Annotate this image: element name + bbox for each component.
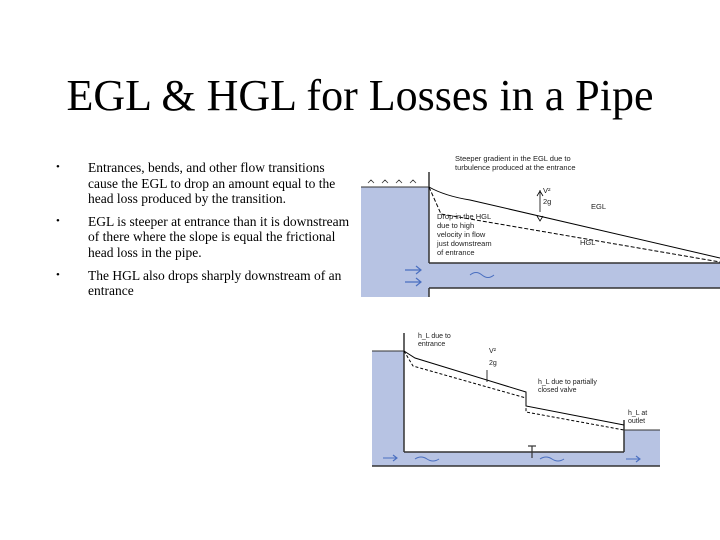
vhead-bottom: 2g bbox=[489, 360, 497, 367]
drop-label-4: just downstream bbox=[437, 239, 492, 248]
top-diagram bbox=[361, 154, 720, 297]
bullet-marker: • bbox=[56, 214, 60, 227]
outlet-label-2: outlet bbox=[628, 418, 646, 425]
bottom-diagram bbox=[372, 333, 660, 466]
drop-label-5: of entrance bbox=[437, 248, 475, 257]
valve-label-2: closed valve bbox=[538, 387, 577, 394]
drop-label-2: due to high bbox=[437, 221, 475, 230]
steeper-label-1: Steeper gradient in the EGL due to bbox=[455, 154, 571, 163]
right-reservoir-water bbox=[624, 430, 660, 466]
vhead-top: V² bbox=[489, 348, 496, 355]
valve-label-1: h_L due to partially bbox=[538, 379, 597, 386]
vhead-bottom: 2g bbox=[543, 197, 552, 206]
drop-label-1: Drop in the HGL bbox=[437, 212, 492, 221]
drop-label-3: velocity in flow bbox=[437, 230, 486, 239]
left-reservoir-water bbox=[372, 351, 404, 466]
bullet-text: The HGL also drops sharply downstream of an entrance bbox=[88, 267, 342, 299]
slide-title: EGL & HGL for Losses in a Pipe bbox=[66, 71, 654, 120]
entrance-label-2: entrance bbox=[418, 341, 446, 348]
surface-marks bbox=[368, 180, 416, 183]
egl-label: EGL bbox=[591, 202, 607, 211]
bullet-marker: • bbox=[56, 268, 60, 281]
steeper-label-2: turbulence produced at the entrance bbox=[455, 163, 576, 172]
pipe-water bbox=[404, 452, 624, 466]
pipe-water bbox=[429, 263, 720, 288]
hgl-label: HGL bbox=[580, 238, 596, 247]
entrance-label-1: h_L due to bbox=[418, 333, 451, 340]
vhead-top: V² bbox=[543, 186, 551, 195]
outlet-label-1: h_L at bbox=[628, 410, 648, 417]
bullet-text: Entrances, bends, and other flow transitions cause the EGL to drop an amount equal to the head loss produced by the transition. bbox=[88, 160, 336, 207]
bullet-text: EGL is steeper at entrance than it is downstream of there where the slope is equal the frictional head loss in the pipe. bbox=[88, 213, 350, 260]
egl-line bbox=[404, 351, 624, 425]
bullet-marker: • bbox=[56, 161, 60, 173]
